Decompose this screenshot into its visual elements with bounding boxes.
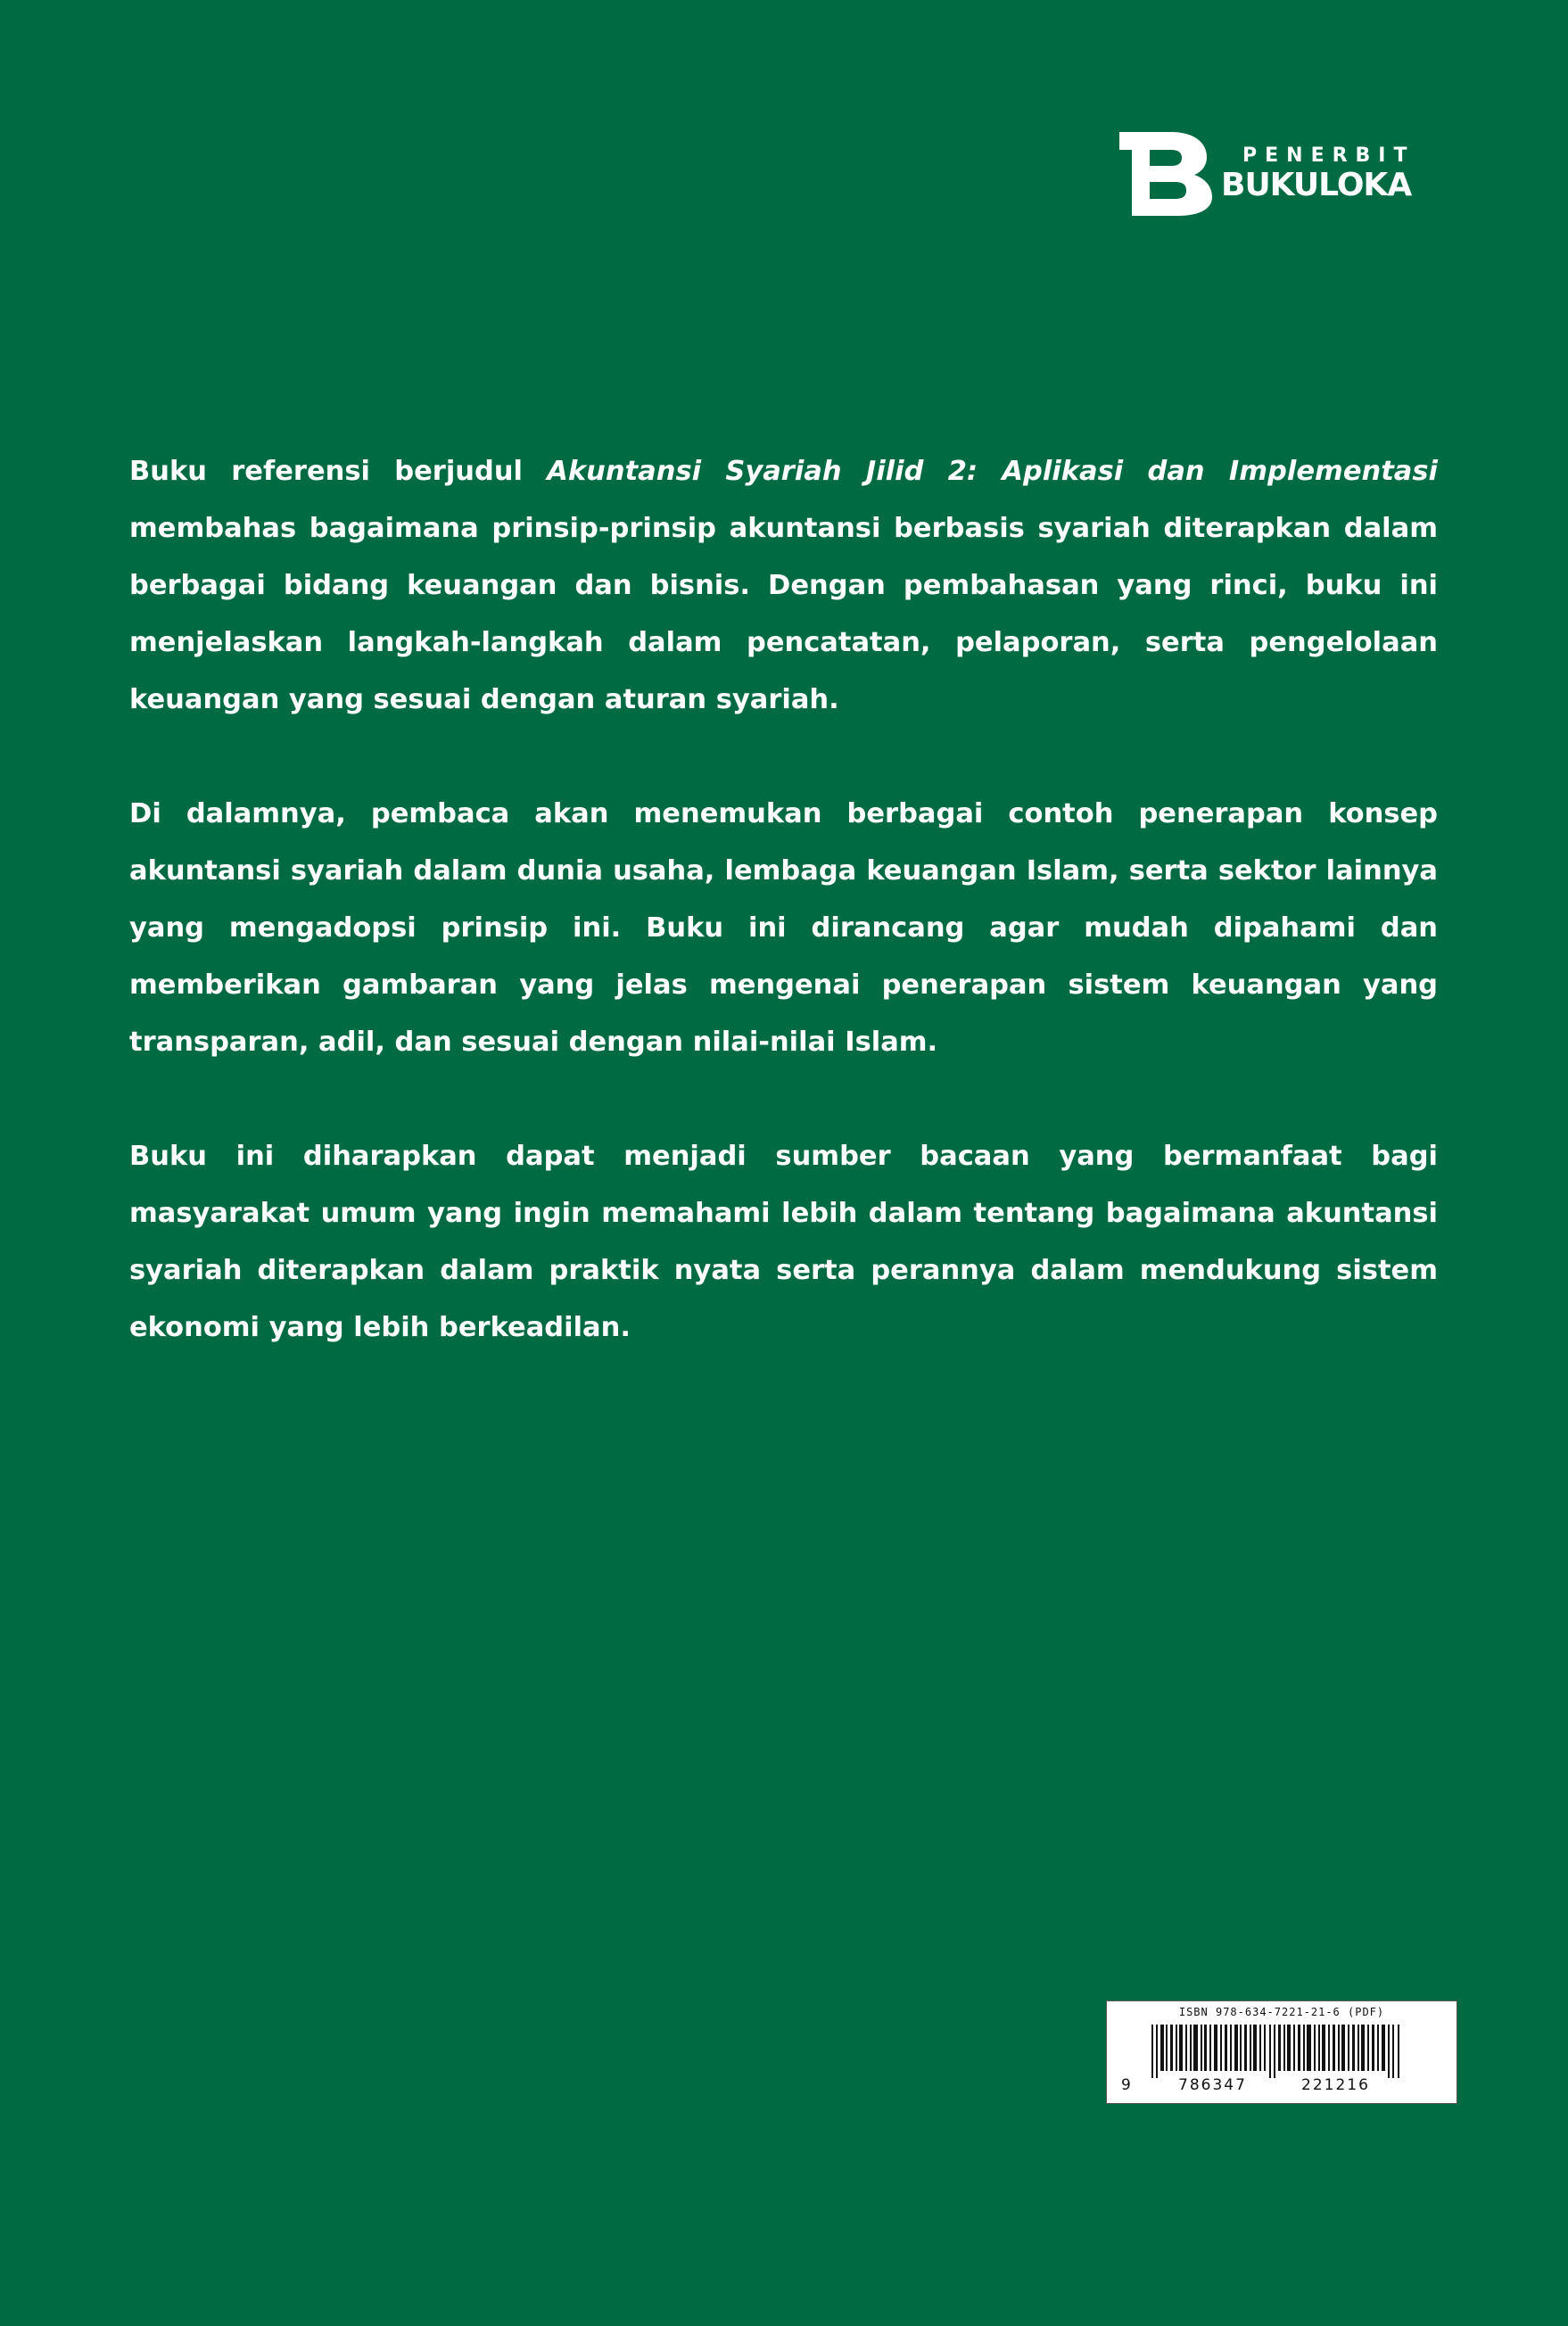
isbn-label: ISBN 978-634-7221-21-6 (PDF): [1178, 2006, 1385, 2018]
blurb-paragraph-3: Buku ini diharapkan dapat menjadi sumber bacaan yang bermanfaat bagi masyarakat umum yang ingin memahami lebih dalam tentang bagaimana akuntansi syariah diterapkan dalam praktik nyata serta perannya dalam mendukung sistem ekonomi yang lebih berkeadilan.: [129, 1141, 1438, 1343]
blurb-paragraph-2: Di dalamnya, pembaca akan menemukan berbagai contoh penerapan konsep akuntansi syariah dalam dunia usaha, lembaga keuangan Islam, serta sektor lainnya yang mengadopsi prinsip ini. Buku ini dirancang agar mudah dipahami dan memberikan gambaran yang jelas mengenai penerapan sistem keuangan yang transparan, adil, dan sesuai dengan nilai-nilai Islam.: [129, 798, 1438, 1058]
publisher-logo: [1119, 132, 1440, 221]
publisher-name: BUKULOKA: [1221, 167, 1412, 203]
book-blurb: [129, 443, 1438, 1414]
book-title: Akuntansi Syariah Jilid 2: Aplikasi dan Implementasi: [547, 456, 1438, 487]
barcode-digit-first: 9: [1121, 2076, 1133, 2094]
publisher-label: PENERBIT: [1242, 144, 1415, 167]
barcode-digits-left: 786347: [1178, 2076, 1247, 2094]
bukuloka-b-logo-icon: [1119, 132, 1214, 216]
blurb-paragraph-1: [129, 443, 1438, 729]
blurb-p1-lead: Buku referensi berjudul: [129, 456, 548, 487]
barcode-digits-right: 221216: [1301, 2076, 1370, 2094]
isbn-barcode-box: [1106, 2000, 1457, 2104]
blurb-p1-rest: membahas bagaimana prinsip-prinsip akuntansi berbasis syariah diterapkan dalam berbagai bidang keuangan dan bisnis. Dengan pembahasan yang rinci, buku ini menjelaskan langkah-langkah dalam pencatatan, pelaporan, serta pengelolaan keuangan yang sesuai dengan aturan syariah.: [129, 513, 1438, 715]
barcode-icon: [1151, 2025, 1403, 2078]
